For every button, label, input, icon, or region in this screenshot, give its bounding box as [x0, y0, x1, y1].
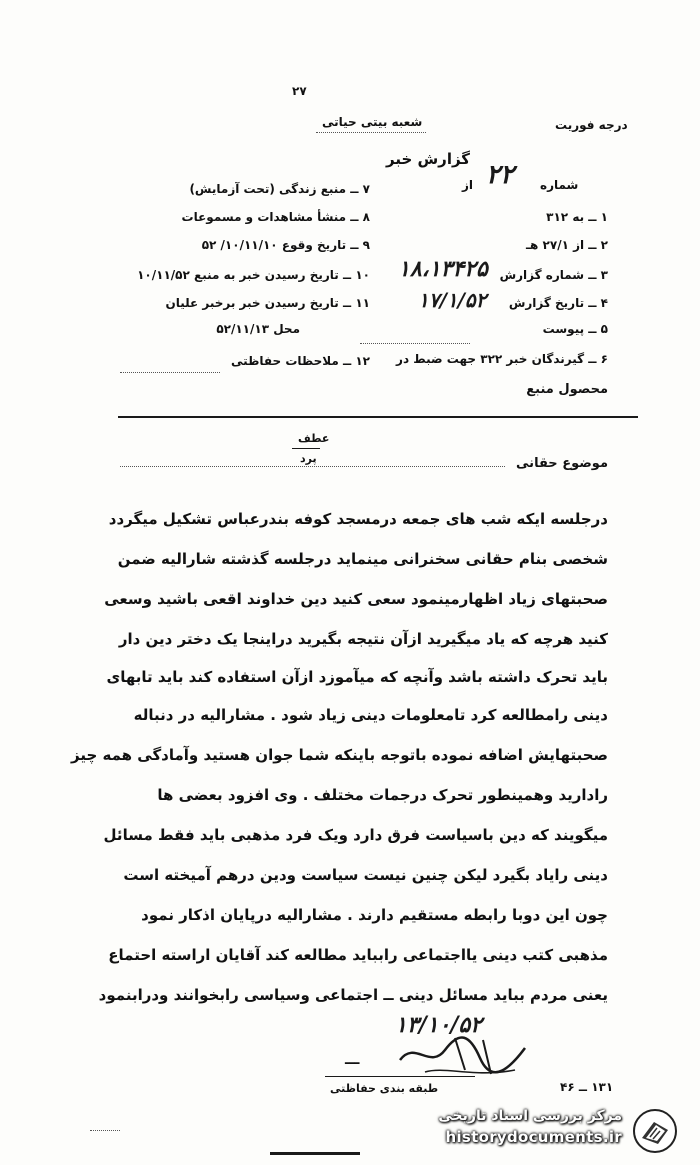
bottom-dotted-mark: [90, 1130, 120, 1131]
reference-fraction-line: [292, 448, 320, 449]
left-field-10: ۱۰ ــ تاریخ رسیدن خبر به منبع ۱۰/۱۱/۵۲: [137, 268, 370, 282]
branch-dotted-line: [316, 132, 426, 133]
body-line: صحبتهایش اضافه نموده باتوجه باینکه شما جوان هستید وآمادگی همه چیز: [71, 746, 608, 764]
body-line: شخصی بنام حقانی سخنرانی مینماید درجلسه گذشته شارالیه ضمن: [117, 550, 608, 568]
right-field-2: ۲ ــ از ۲۷/۱ هـ: [525, 238, 608, 252]
body-line: درجلسه ایکه شب های جمعه درمسجد کوفه بندرعباس تشکیل میگردد: [108, 510, 608, 528]
left-field-8: ۸ ــ منشأ مشاهدات و مسموعات: [181, 210, 370, 224]
handwritten-date: ۱۳/۱۰/۵۲: [395, 1012, 482, 1038]
branch-label: شعبه بیتی حیاتی: [322, 115, 423, 129]
header-divider: [118, 416, 638, 418]
left-dotted-line: [120, 372, 220, 373]
left-field-location: محل ۵۲/۱۱/۱۳: [216, 322, 300, 336]
reference-bottom: پرد: [300, 452, 317, 465]
body-line: چون این دوبا رابطه مستقیم دارند . مشارالیه درپایان اذکار نمود: [141, 906, 608, 924]
body-line: میگویند که دین باسیاست فرق دارد ویک فرد مذهبی باید فقط مسائل: [103, 826, 608, 844]
footer-underline: [325, 1076, 475, 1077]
classification-label: درجه فوریت: [555, 118, 628, 132]
right-field-4: ۴ ــ تاریخ گزارش: [508, 296, 608, 310]
brand-name: مرکز بررسی اسناد تاریخی: [438, 1108, 622, 1124]
bottom-stamp-bar: [270, 1152, 360, 1155]
book-logo-icon: [632, 1108, 678, 1154]
handwritten-report-number: ۱۸،۱۳۴۲۵: [398, 256, 488, 282]
right-field-5: ۵ ــ پیوست: [542, 322, 608, 336]
number-value: از: [462, 178, 474, 192]
body-line: باید تحرک داشته باشد وآنچه که میآموزد ازآن استفاده کند باید تابهای: [106, 668, 608, 686]
body-line: یعنی مردم بباید مسائل دینی ــ اجتماعی وسیاسی رابخوانند ودرابنمود: [98, 986, 608, 1004]
brand-watermark: [392, 1106, 682, 1156]
body-line: مذهبی کتب دینی یااجتماعی رابباید مطالعه کند آقایان اراسته احتماع: [108, 946, 608, 964]
left-field-7: ۷ ــ منبع زندگی (تحت آزمایش): [189, 182, 370, 196]
handwritten-report-date: ۱۷/۱/۵۲: [418, 288, 487, 312]
signature-label: طبقه بندی حفاظتی: [330, 1082, 439, 1095]
right-dotted-line: [360, 343, 470, 344]
right-field-1: ۱ ــ به ۳۱۲: [546, 210, 608, 224]
right-field-3: ۳ ــ شماره گزارش: [499, 268, 608, 282]
body-line: دینی رامطالعه کرد تامعلومات دینی زیاد شود . مشارالیه در دنباله: [133, 706, 608, 724]
number-scribble: ۲۲: [486, 160, 514, 190]
brand-url: historydocuments.ir: [445, 1128, 622, 1146]
left-field-12: ۱۲ ــ ملاحظات حفاظتی: [231, 354, 370, 368]
number-prefix: شماره: [540, 178, 579, 192]
left-field-11: ۱۱ ــ تاریخ رسیدن خبر برخبر علیان: [165, 296, 370, 310]
body-line: دینی رایاد بگیرد لیکن چنین نیست سیاست ودین درهم آمیخته است: [123, 866, 608, 884]
top-mark: ۲۷: [292, 84, 307, 98]
subject-label: موضوع حقانی: [516, 456, 608, 471]
right-field-source: محصول منبع: [526, 382, 608, 397]
form-title: گزارش خبر: [386, 150, 471, 168]
left-field-9: ۹ ــ تاریخ وقوع ۱۰/۱۱/۱۰/ ۵۲: [201, 238, 370, 252]
body-line: کنید هرچه که یاد میگیرید ازآن نتیجه بگیرید دراینجا یک دختر دین دار: [118, 630, 608, 648]
right-field-6: ۶ ــ گیرندگان خبر ۳۲۲ جهت ضبط در: [396, 352, 608, 366]
subject-dotted-line: [120, 466, 505, 467]
body-line: صحبتهای زیاد اظهارمینمود سعی کنید دین خداوند اقعی باشید وسعی: [104, 590, 608, 608]
form-code: ۱۳۱ ــ ۴۶: [560, 1080, 614, 1094]
reference-top: عطف: [298, 432, 330, 445]
body-line: رادارید وهمینطور تحرک درجمات مختلف . وی افزود بعضی ها: [157, 786, 608, 804]
signature-icon: [395, 1030, 535, 1080]
signature-dash: ـــ: [345, 1052, 360, 1068]
